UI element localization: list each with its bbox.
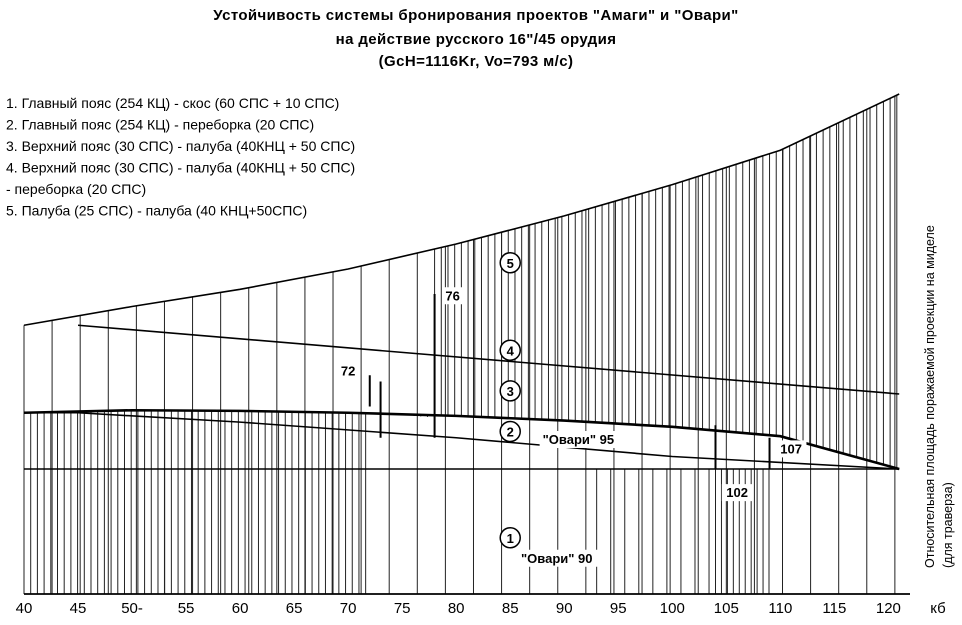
x-tick-label: 55 <box>177 600 195 617</box>
x-tick-label: 60 <box>231 600 249 617</box>
x-tick-label: 100 <box>659 600 685 617</box>
x-tick-label: 50- <box>121 600 143 617</box>
series-line-2 <box>24 410 899 469</box>
title-line-2: на действие русского 16"/45 орудия <box>335 31 617 48</box>
y-axis-label-line-1: Относительная площадь поражаемой проекции на миделе <box>923 225 937 568</box>
legend-entry-4: 4. Верхний пояс (30 СПС) - палуба (40КНЦ + 50 СПС) <box>6 159 356 176</box>
zone-marker-label: 2 <box>506 424 514 440</box>
zone-marker-label: 4 <box>506 343 514 359</box>
annotation-label: "Овари" 95 <box>542 432 615 447</box>
x-tick-label: 105 <box>713 600 739 617</box>
zone-markers <box>500 253 520 548</box>
title-line-3: (GcH=1116Kr, Vo=793 м/с) <box>378 53 574 70</box>
chart-title <box>213 7 738 70</box>
legend-entry-3: 3. Верхний пояс (30 СПС) - палуба (40КНЦ + 50 СПС) <box>6 138 356 154</box>
x-tick-label: 40 <box>15 600 33 617</box>
annotation-label: 72 <box>340 363 356 379</box>
zone-marker-label: 3 <box>506 383 514 399</box>
x-axis-unit: кб <box>930 600 946 617</box>
x-tick-label: 75 <box>393 600 411 617</box>
x-tick-label: 80 <box>447 600 465 617</box>
zone-marker-label: 1 <box>506 530 514 546</box>
zone-marker-label: 5 <box>506 255 514 271</box>
series-line-4 <box>24 413 899 469</box>
x-axis <box>16 594 946 617</box>
legend-entry-5: - переборка (20 СПС) <box>6 181 147 197</box>
x-tick-label: 65 <box>285 600 303 617</box>
x-tick-label: 120 <box>875 600 901 617</box>
x-tick-label: 85 <box>501 600 519 617</box>
x-tick-label: 115 <box>822 600 847 617</box>
annotation-label: "Овари" 90 <box>521 550 593 566</box>
x-tick-label: 95 <box>609 600 627 617</box>
y-axis-label <box>923 225 955 568</box>
legend <box>6 95 355 219</box>
x-tick-label: 110 <box>768 600 793 617</box>
legend-entry-6: 5. Палуба (25 СПС) - палуба (40 КНЦ+50СПС) <box>6 202 308 219</box>
legend-entry-2: 2. Главный пояс (254 КЦ) - переборка (20 СПС) <box>6 116 315 133</box>
annotation-label: 76 <box>445 288 460 304</box>
annotation-label: 107 <box>780 441 802 457</box>
title-line-1: Устойчивость системы бронирования проектов "Амаги" и "Овари" <box>213 7 739 24</box>
x-tick-label: 90 <box>555 600 573 617</box>
x-tick-label: 70 <box>339 600 357 617</box>
y-axis-label-line-2: (для траверза) <box>941 482 955 568</box>
legend-entry-1: 1. Главный пояс (254 КЦ) - скос (60 СПС + 10 СПС) <box>6 95 340 111</box>
annotation-label: 102 <box>726 485 748 501</box>
x-tick-label: 45 <box>69 600 87 617</box>
